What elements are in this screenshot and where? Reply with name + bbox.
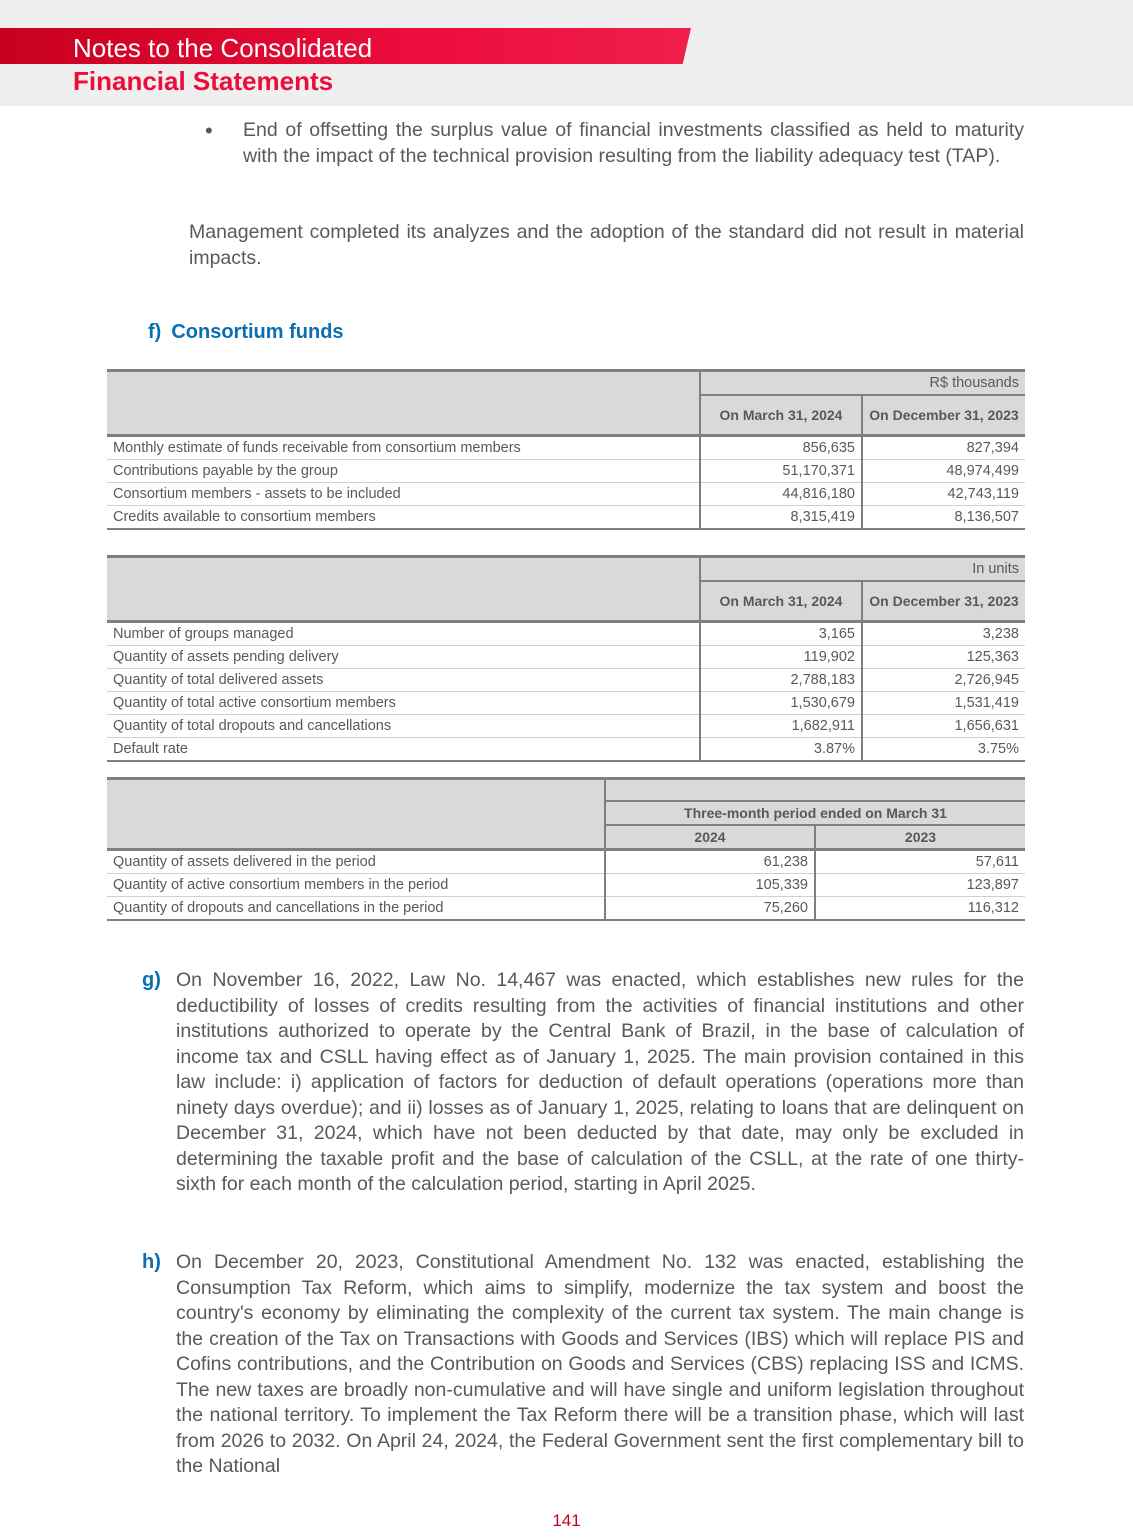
row-value-2023: 57,611: [815, 850, 1025, 874]
table-row: [107, 897, 1025, 921]
row-label: Contributions payable by the group: [107, 460, 700, 483]
table1-col-march-2024: On March 31, 2024: [700, 395, 862, 436]
header-title-line1: Notes to the Consolidated: [73, 33, 373, 63]
row-value-2023: 42,743,119: [862, 483, 1025, 506]
row-value-2023: 1,531,419: [862, 692, 1025, 715]
bullet-dot-icon: •: [205, 118, 213, 143]
row-value-2023: 3,238: [862, 622, 1025, 646]
table-row: [107, 483, 1025, 506]
row-value-2024: 75,260: [605, 897, 815, 921]
row-label: Quantity of total dropouts and cancellations: [107, 715, 700, 738]
management-paragraph: Management completed its analyzes and the adoption of the standard did not result in material impacts.: [189, 221, 1024, 269]
row-label: Quantity of dropouts and cancellations in the period: [107, 897, 605, 921]
table-row: [107, 715, 1025, 738]
row-value-2024: 61,238: [605, 850, 815, 874]
row-value-2023: 125,363: [862, 646, 1025, 669]
table-row: [107, 738, 1025, 762]
table1-header-blank: [107, 371, 700, 436]
row-value-2023: 1,656,631: [862, 715, 1025, 738]
table-row: [107, 622, 1025, 646]
row-value-2024: 51,170,371: [700, 460, 862, 483]
row-value-2023: 8,136,507: [862, 506, 1025, 530]
header-title-line2: Financial Statements: [73, 66, 334, 96]
period-quantities-table: [107, 777, 1025, 921]
note-h-letter: h): [142, 1251, 161, 1273]
table1-col-december-2023: On December 31, 2023: [862, 395, 1025, 436]
row-value-2024: 44,816,180: [700, 483, 862, 506]
table2-col-march-2024: On March 31, 2024: [700, 581, 862, 622]
row-value-2024: 119,902: [700, 646, 862, 669]
table2-col-december-2023: On December 31, 2023: [862, 581, 1025, 622]
table-row: [107, 436, 1025, 460]
table3-col-2024: 2024: [605, 825, 815, 850]
row-label: Monthly estimate of funds receivable from consortium members: [107, 436, 700, 460]
page-number: 141: [552, 1511, 581, 1530]
row-label: Number of groups managed: [107, 622, 700, 646]
row-label: Consortium members - assets to be included: [107, 483, 700, 506]
row-label: Quantity of assets pending delivery: [107, 646, 700, 669]
row-value-2023: 116,312: [815, 897, 1025, 921]
table2-unit: In units: [700, 557, 1025, 582]
table3-col-2023: 2023: [815, 825, 1025, 850]
row-value-2024: 3,165: [700, 622, 862, 646]
table3-header-spacer: [605, 779, 1025, 802]
row-label: Default rate: [107, 738, 700, 762]
section-f-title: Consortium funds: [171, 321, 344, 343]
row-value-2024: 1,530,679: [700, 692, 862, 715]
consortium-units-table: [107, 555, 1025, 762]
row-label: Credits available to consortium members: [107, 506, 700, 530]
row-value-2024: 3.87%: [700, 738, 862, 762]
table3-header-blank: [107, 779, 605, 850]
table-row: [107, 646, 1025, 669]
row-value-2023: 3.75%: [862, 738, 1025, 762]
row-value-2023: 827,394: [862, 436, 1025, 460]
row-label: Quantity of active consortium members in the period: [107, 874, 605, 897]
bullet-text: End of offsetting the surplus value of financial investments classified as held to maturity with the impact of the technical provision resulting from the liability adequacy test (TAP).: [243, 119, 1024, 167]
row-value-2023: 2,726,945: [862, 669, 1025, 692]
section-f-letter: f): [148, 321, 162, 343]
table1-unit: R$ thousands: [700, 371, 1025, 396]
row-value-2023: 123,897: [815, 874, 1025, 897]
consortium-funds-table: [107, 369, 1025, 530]
table-row: [107, 460, 1025, 483]
row-value-2024: 8,315,419: [700, 506, 862, 530]
note-g-text: On November 16, 2022, Law No. 14,467 was enacted, which establishes new rules for the deductibility of losses of credits resulting from the activities of financial institutions and other institutions authorized to operate by the Central Bank of Brazil, in the base of calculation of income tax and CSLL having effect as of January 1, 2025. The main provision contained in this law include: i) application of factors for deduction of default operations (operations more than ninety days overdue); and ii) losses as of January 1, 2025, relating to loans that are delinquent on December 31, 2024, which have not been deducted by that date, may only be excluded in determining the taxable profit and the base of calculation of the CSLL, at the rate of one thirty-sixth for each month of the calculation period, starting in April 2025.: [176, 969, 1024, 1195]
table-row: [107, 506, 1025, 530]
row-value-2024: 1,682,911: [700, 715, 862, 738]
row-label: Quantity of total delivered assets: [107, 669, 700, 692]
table-row: [107, 850, 1025, 874]
section-f-heading: [148, 321, 344, 344]
note-g-letter: g): [142, 969, 161, 991]
table-row: [107, 669, 1025, 692]
table-row: [107, 692, 1025, 715]
note-h-text: On December 20, 2023, Constitutional Amendment No. 132 was enacted, establishing the Consumption Tax Reform, which aims to simplify, modernize the tax system and boost the country's economy by eliminating the complexity of the current tax system. The main change is the creation of the Tax on Transactions with Goods and Services (IBS) which will replace PIS and Cofins contributions, and the Contribution on Goods and Services (CBS) replacing ISS and ICMS. The new taxes are broadly non-cumulative and will have single and uniform legislation throughout the national territory. To implement the Tax Reform there will be a transition phase, which will last from 2026 to 2032. On April 24, 2024, the Federal Government sent the first complementary bill to the National: [176, 1251, 1024, 1477]
row-value-2024: 105,339: [605, 874, 815, 897]
table2-header-blank: [107, 557, 700, 622]
row-value-2024: 856,635: [700, 436, 862, 460]
row-value-2024: 2,788,183: [700, 669, 862, 692]
row-value-2023: 48,974,499: [862, 460, 1025, 483]
table3-period-heading: Three-month period ended on March 31: [605, 801, 1025, 825]
row-label: Quantity of assets delivered in the period: [107, 850, 605, 874]
table-row: [107, 874, 1025, 897]
row-label: Quantity of total active consortium members: [107, 692, 700, 715]
